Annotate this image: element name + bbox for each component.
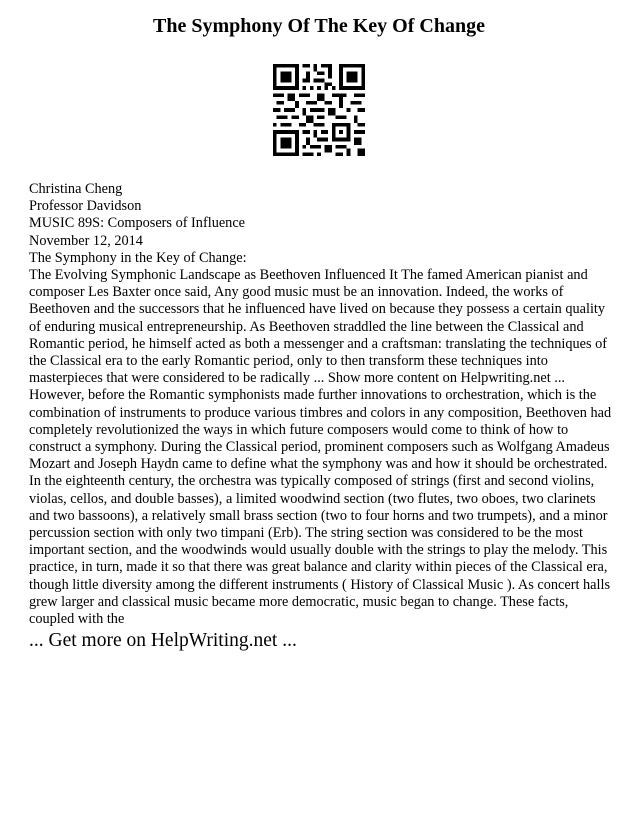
document-title: The Symphony Of The Key Of Change <box>153 15 485 37</box>
get-more-link[interactable]: ... Get more on HelpWriting.net ... <box>29 630 297 651</box>
document-date: November 12, 2014 <box>29 232 143 249</box>
professor-name: Professor Davidson <box>29 198 142 215</box>
course-name: MUSIC 89S: Composers of Influence <box>29 215 246 232</box>
author-name: Christina Cheng <box>29 181 123 197</box>
essay-paragraph: The Evolving Symphonic Landscape as Beethoven Influenced It The famed American pianist and composer Les Baxter once said, Any good music must be an innovation. Indeed, the works of Beethoven and the successors that he influenced have lived on because they possess a certain quality of enduring musical entrepreneurship. As Beethoven straddled the line between the Classical and Romantic period, he himself acted as both a messenger and a craftsman: translating the techniques of the Classical era to the early Romantic period, only to then transform these techniques into masterpieces that were considered to be radically ... Show more content on Helpwriting.net ... However, before the Romantic symphonists made further innovations to orchestration, which is the combination of instruments to produce various timbres and colors in any composition, Beethoven had completely revolutionized the ways in which future composers would come to think of how to construct a symphony. During the Classical period, prominent composers such as Wolfgang Amadeus Mozart and Joseph Haydn came to define what the symphony was and how it should be orchestrated. In the eighteenth century, the orchestra was typically composed of strings (first and second violins, violas, cellos, and double basses), a limited woodwind section (two flutes, two oboes, two clarinets and two bassoons), a relatively small brass section (two to four horns and two trumpets), and a minor percussion section with only two timpani (Erb). The string section was considered to be the most important section, and the woodwinds would usually double with the strings to play the melody. This practice, in turn, made it so that there was great balance and clarity within pieces of the Classical era, though little diversity among the different instruments ( History of Classical Music ). As concert halls grew larger and classical music became more democratic, music began to change. These facts, coupled with the <box>29 267 612 628</box>
qr-code-icon <box>273 64 365 156</box>
document-body <box>29 181 614 628</box>
essay-title: The Symphony in the Key of Change: <box>29 249 247 266</box>
